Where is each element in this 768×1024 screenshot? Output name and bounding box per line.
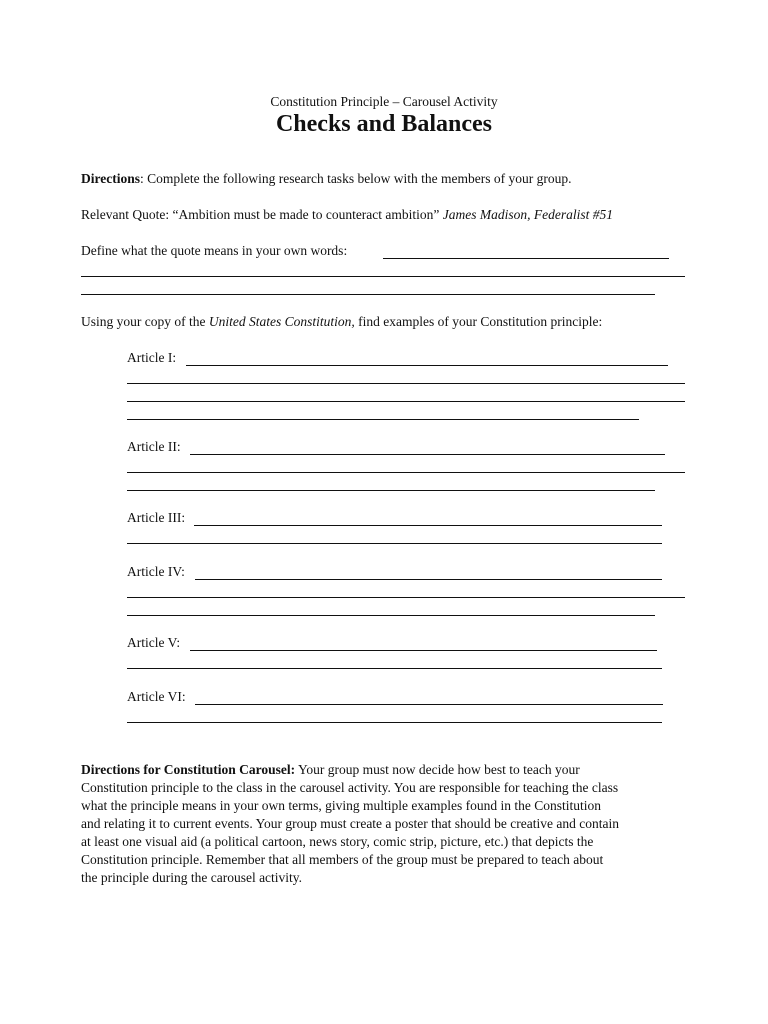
article-6-label: Article VI: xyxy=(127,689,186,704)
article-2-label: Article II: xyxy=(127,439,181,454)
define-answer-line-3[interactable] xyxy=(81,294,655,295)
worksheet-subtitle: Constitution Principle – Carousel Activity xyxy=(270,94,498,109)
carousel-line: at least one visual aid (a political cartoon, news story, comic strip, picture, etc.) that depicts the xyxy=(81,834,594,849)
article-2-answer-line[interactable] xyxy=(127,472,685,473)
article-6-answer-line[interactable] xyxy=(195,704,663,705)
article-1-answer-line[interactable] xyxy=(186,365,668,366)
article-3-answer-line[interactable] xyxy=(127,543,662,544)
define-answer-line-1[interactable] xyxy=(383,258,669,259)
article-4-label: Article IV: xyxy=(127,564,185,579)
carousel-line: the principle during the carousel activity. xyxy=(81,870,303,885)
directions-line xyxy=(81,171,572,187)
article-4-answer-line[interactable] xyxy=(127,615,655,616)
carousel-line: and relating it to current events. Your group must create a poster that should be creative and contain xyxy=(81,816,619,831)
article-5-label: Article V: xyxy=(127,635,181,650)
carousel-line-text: Your group must now decide how best to teach your xyxy=(298,762,580,777)
carousel-line: what the principle means in your own terms, giving multiple examples found in the Constitution xyxy=(81,798,602,813)
worksheet-title: Checks and Balances xyxy=(275,111,493,137)
article-4-answer-line[interactable] xyxy=(127,597,685,598)
constitution-title: United States Constitution, xyxy=(208,314,355,329)
carousel-line xyxy=(81,761,661,779)
article-3-label: Article III: xyxy=(127,510,186,525)
carousel-line: Constitution principle. Remember that all members of the group must be prepared to teach about xyxy=(81,852,604,867)
quote-line xyxy=(81,207,613,223)
article-4-answer-line[interactable] xyxy=(195,579,662,580)
article-2-answer-line[interactable] xyxy=(190,454,665,455)
article-2-answer-line[interactable] xyxy=(127,490,655,491)
article-1-answer-line[interactable] xyxy=(127,383,685,384)
article-3-answer-line[interactable] xyxy=(194,525,662,526)
carousel-line: Constitution principle to the class in the carousel activity. You are responsible for teaching the class xyxy=(81,780,619,795)
carousel-directions xyxy=(81,761,661,887)
article-6-answer-line[interactable] xyxy=(127,722,662,723)
quote-attribution: James Madison, Federalist #51 xyxy=(442,207,614,222)
article-1-answer-line[interactable] xyxy=(127,419,639,420)
quote-text: Relevant Quote: “Ambition must be made to counteract ambition” xyxy=(81,207,440,222)
directions-label: Directions xyxy=(81,171,140,186)
article-5-answer-line[interactable] xyxy=(190,650,657,651)
article-5-answer-line[interactable] xyxy=(127,668,662,669)
carousel-label: Directions for Constitution Carousel: xyxy=(81,762,296,777)
define-label: Define what the quote means in your own words: xyxy=(81,243,348,258)
article-1-label: Article I: xyxy=(127,350,177,365)
article-1-answer-line[interactable] xyxy=(127,401,685,402)
instruction-line xyxy=(81,314,602,330)
define-answer-line-2[interactable] xyxy=(81,276,685,277)
directions-text: : Complete the following research tasks below with the members of your group. xyxy=(140,171,572,186)
instruction-suffix: find examples of your Constitution principle: xyxy=(358,314,603,329)
instruction-prefix: Using your copy of the xyxy=(81,314,206,329)
